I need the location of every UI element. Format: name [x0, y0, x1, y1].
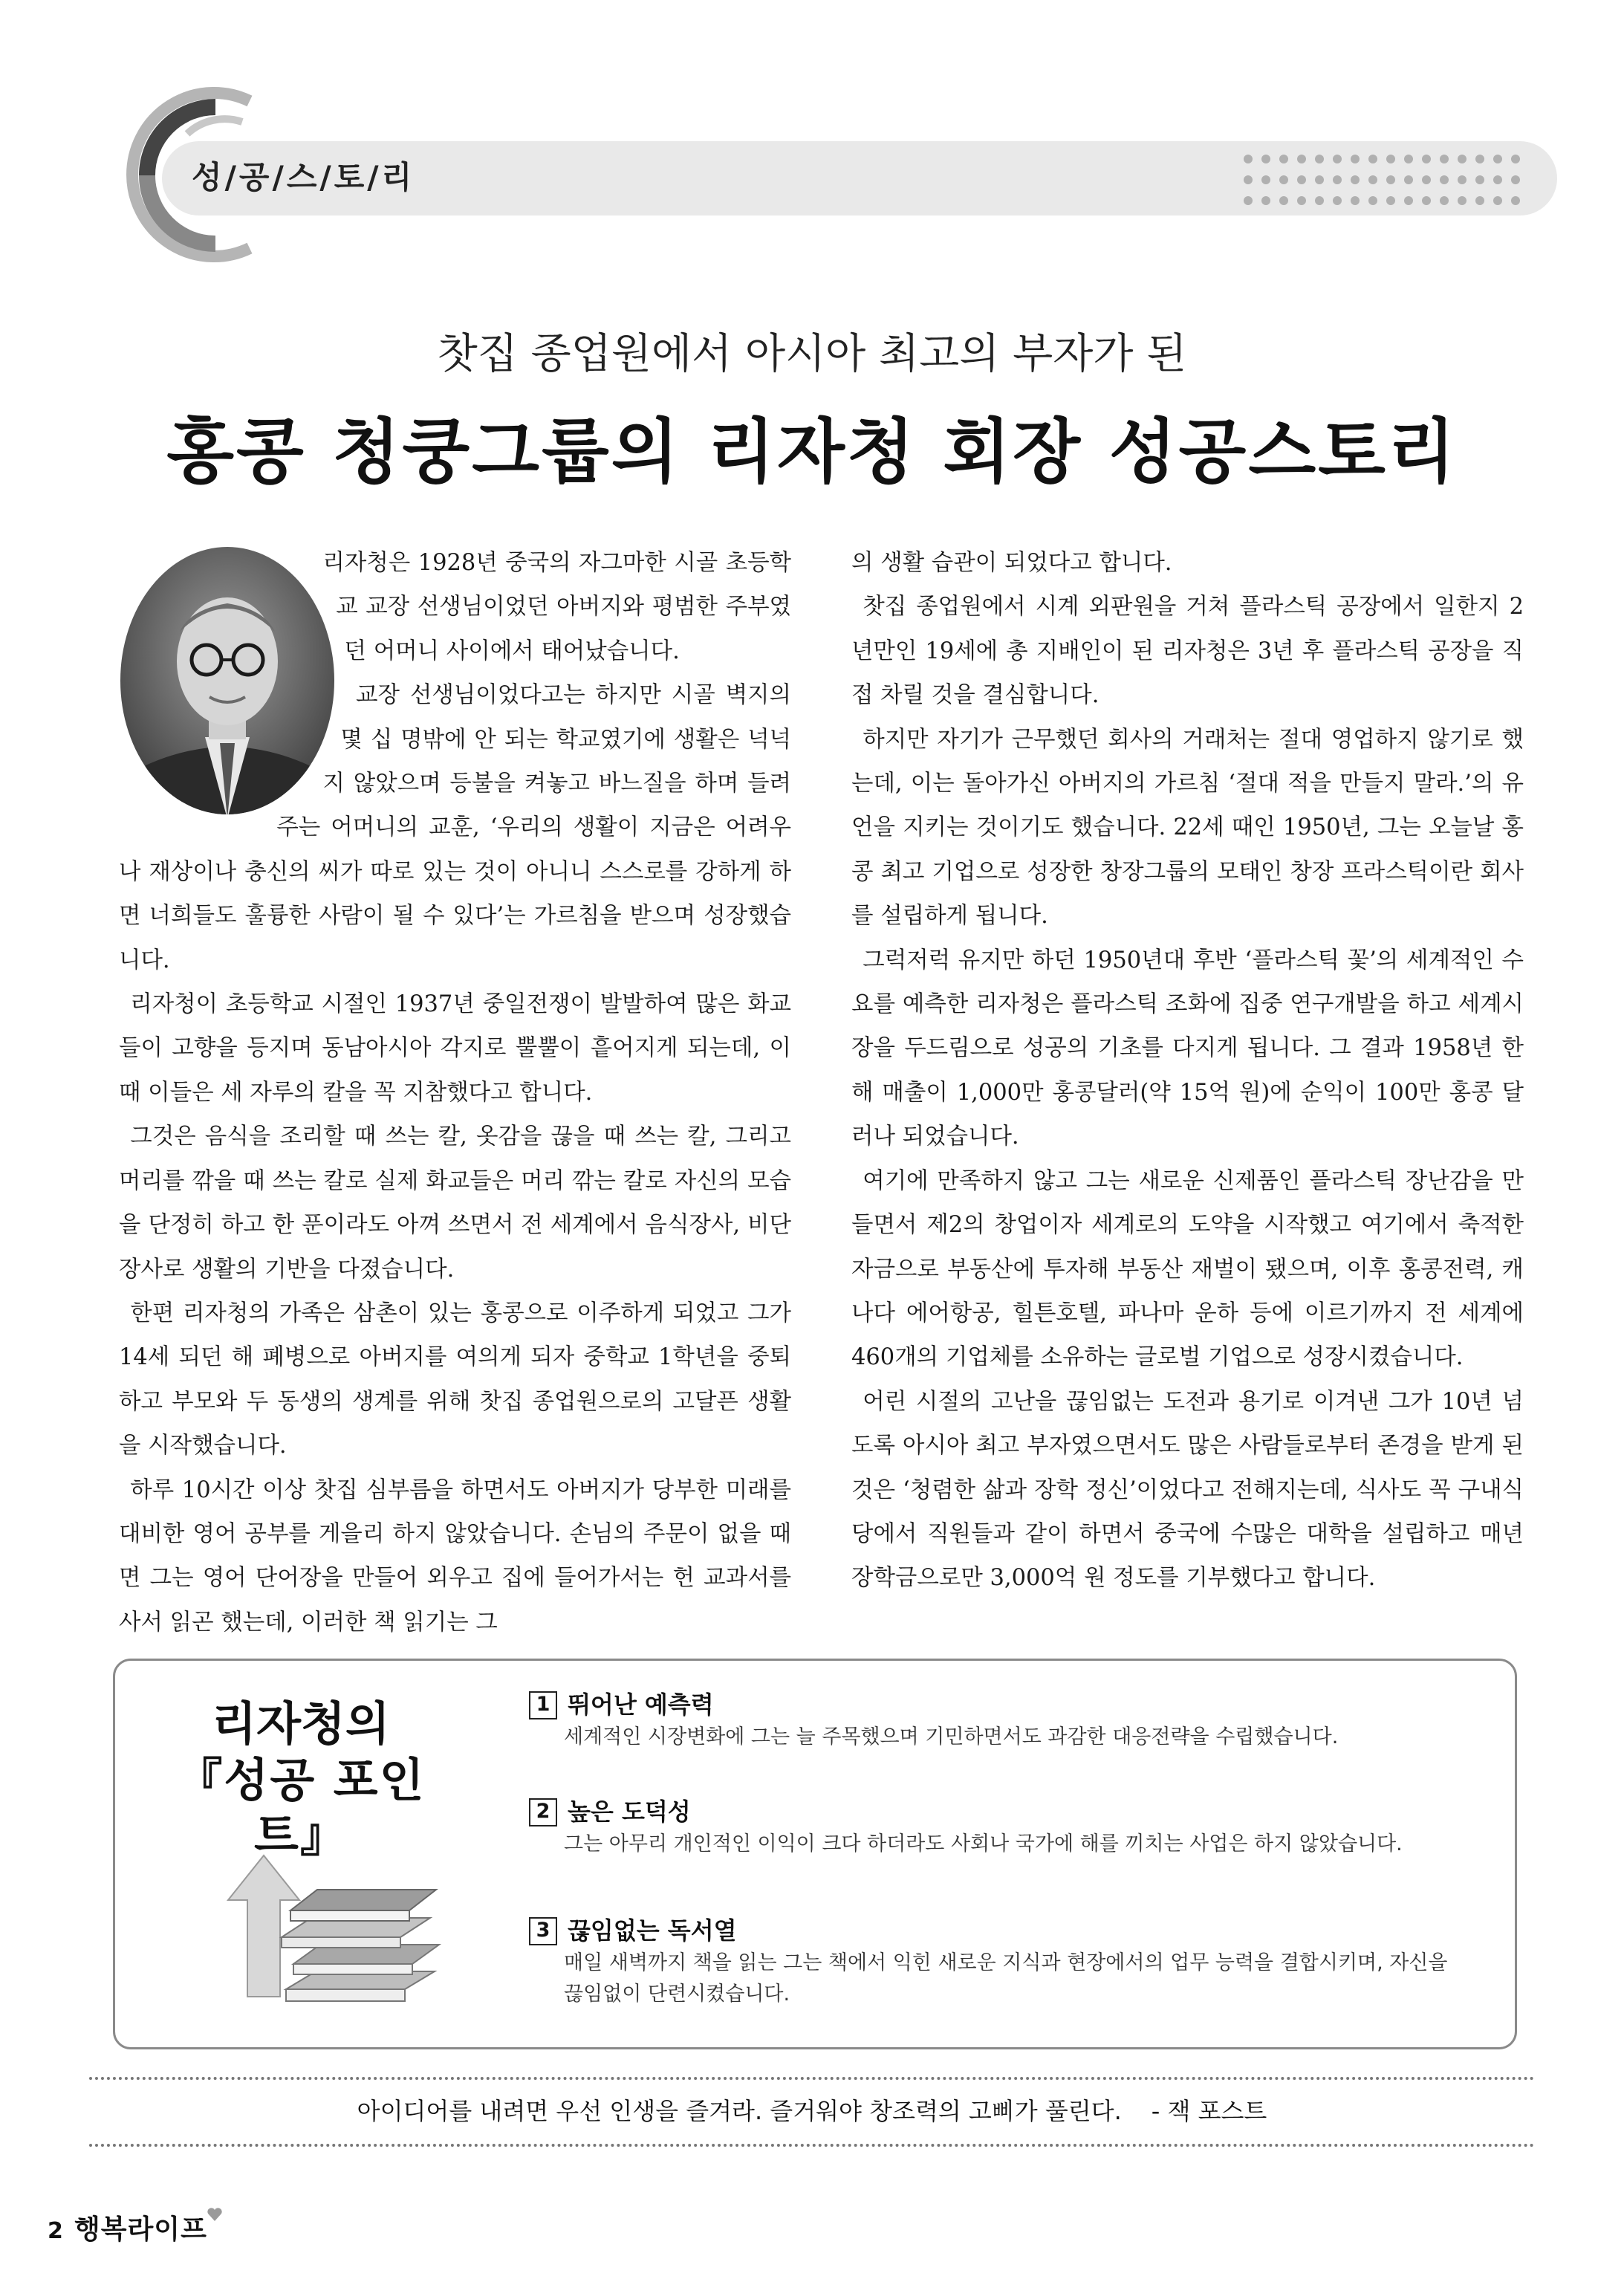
portrait-photo	[116, 542, 339, 819]
box-title-line2: 『성공 포인트』	[176, 1753, 426, 1862]
series-label: 성/공/스/토/리	[192, 159, 415, 195]
point-number: 1	[529, 1691, 557, 1719]
quote-rule-top	[89, 2077, 1535, 2080]
article-subtitle: 찻집 종업원에서 아시아 최고의 부자가 된	[437, 330, 1187, 378]
paragraph: 하지만 자기가 근무했던 회사의 거래처는 절대 영업하지 않기로 했는데, 이는 돌아가신 아버지의 가르침 ‘절대 적을 만들지 말라.’의 유언을 지키는 것이기도 했습니다. 22세 때인 1950년, 그는 오늘날 홍콩 최고 기업으로 성장한 창장그룹의 모태인 창장 프라스틱이란 회사를 설립하게 됩니다.	[851, 726, 1524, 930]
success-point-1	[529, 1688, 1420, 1753]
paragraph: 교장 선생님이었다고는 하지만 시골 벽지의 몇 십 명밖에 안 되는 학교였기에 생활은 넉넉지 않았으며 등불을 켜놓고 바느질을 하며 들려주는 어머니의 교훈, ‘우리의 생활이 지금은 어려우나 재상이나 충신의 씨가 따로 있는 것이 아니니 스스로를 강하게 하면 너희들도 훌륭한 사람이 될 수 있다’는 가르침을 받으며 성장했습니다.	[119, 682, 791, 973]
paragraph: 의 생활 습관이 되었다고 합니다.	[851, 550, 1172, 576]
dots-decoration	[1241, 150, 1523, 210]
article-right-column	[851, 541, 1524, 1601]
paragraph: 리자청은 1928년 중국의 자그마한 시골 초등학교 교장 선생님이었던 아버지와 평범한 주부였던 어머니 사이에서 태어났습니다.	[322, 550, 791, 664]
books-arrow-illustration	[219, 1826, 449, 2004]
point-title: 끊임없는 독서열	[568, 1916, 737, 1945]
footer	[48, 2207, 223, 2246]
header-banner	[104, 82, 1560, 268]
paragraph: 리자청이 초등학교 시절인 1937년 중일전쟁이 발발하여 많은 화교들이 고향을 등지며 동남아시아 각지로 뿔뿔이 흩어지게 되는데, 이때 이들은 세 자루의 칼을 꼭 지참했다고 합니다.	[119, 991, 791, 1106]
point-title: 높은 도덕성	[568, 1798, 691, 1826]
paragraph: 그럭저럭 유지만 하던 1950년대 후반 ‘플라스틱 꽃’의 세계적인 수요를 예측한 리자청은 플라스틱 조화에 집중 연구개발을 하고 세계시장을 두드림으로 성공의 기초를 다지게 됩니다. 그 결과 1958년 한해 매출이 1,000만 홍콩달러(약 15억 원)에 순익이 100만 홍콩 달러나 되었습니다.	[851, 947, 1524, 1150]
heart-icon	[207, 2207, 223, 2222]
paragraph: 어린 시절의 고난을 끊임없는 도전과 용기로 이겨낸 그가 10년 넘도록 아시아 최고 부자였으면서도 많은 사람들로부터 존경을 받게 된 것은 ‘청렴한 삶과 장학 정신’이었다고 전해지는데, 식사도 꼭 구내식당에서 직원들과 같이 하면서 중국에 수많은 대학을 설립하고 매년 장학금으로만 3,000억 원 정도를 기부했다고 합니다.	[851, 1388, 1524, 1592]
point-title: 뛰어난 예측력	[568, 1691, 714, 1719]
success-points-box	[113, 1659, 1517, 2049]
success-point-2	[529, 1795, 1420, 1860]
paragraph: 여기에 만족하지 않고 그는 새로운 신제품인 플라스틱 장난감을 만들면서 제2의 창업이자 세계로의 도약을 시작했고 여기에서 축적한 자금으로 부동산에 투자해 부동산 재벌이 됐으며, 이후 홍콩전력, 캐나다 에어항공, 힐튼호텔, 파나마 운하 등에 이르기까지 전 세계에 460개의 기업체를 소유하는 글로벌 기업으로 성장시켰습니다.	[851, 1167, 1524, 1371]
article-title: 홍콩 청쿵그룹의 리자청 회장 성공스토리	[166, 411, 1458, 493]
paragraph: 한편 리자청의 가족은 삼촌이 있는 홍콩으로 이주하게 되었고 그가 14세 되던 해 폐병으로 아버지를 여의게 되자 중학교 1학년을 중퇴하고 부모와 두 동생의 생계를 위해 찻집 종업원으로의 고달픈 생활을 시작했습니다.	[119, 1300, 791, 1459]
page-number: 2	[48, 2218, 63, 2244]
quote-rule-bottom	[89, 2144, 1535, 2147]
success-point-3	[529, 1913, 1448, 2010]
quote-author: - 잭 포스트	[1151, 2097, 1267, 2125]
point-number: 3	[529, 1917, 557, 1945]
quote	[0, 2093, 1624, 2127]
point-text: 세계적인 시장변화에 그는 늘 주목했으며 기민하면서도 과감한 대응전략을 수립했습니다.	[564, 1725, 1339, 1748]
paragraph: 찻집 종업원에서 시계 외판원을 거쳐 플라스틱 공장에서 일한지 2년만인 19세에 총 지배인이 된 리자청은 3년 후 플라스틱 공장을 직접 차릴 것을 결심합니다.	[851, 594, 1524, 709]
point-text: 매일 새벽까지 책을 읽는 그는 책에서 익힌 새로운 지식과 현장에서의 업무 능력을 결합시키며, 자신을 끊임없이 단련시켰습니다.	[564, 1951, 1448, 2006]
article-left-column	[119, 541, 791, 1644]
paragraph: 그것은 음식을 조리할 때 쓰는 칼, 옷감을 끊을 때 쓰는 칼, 그리고 머리를 깎을 때 쓰는 칼로 실제 화교들은 머리 깎는 칼로 자신의 모습을 단정히 하고 한 푼이라도 아껴 쓰면서 전 세계에서 음식장사, 비단장사로 생활의 기반을 다졌습니다.	[119, 1124, 791, 1283]
paragraph: 하루 10시간 이상 찻집 심부름을 하면서도 아버지가 당부한 미래를 대비한 영어 공부를 게을리 하지 않았습니다. 손님의 주문이 없을 때면 그는 영어 단어장을 만들어 외우고 집에 들어가서는 헌 교과서를 사서 읽곤 했는데, 이러한 책 읽기는 그	[119, 1477, 791, 1636]
point-text: 그는 아무리 개인적인 이익이 크다 하더라도 사회나 국가에 해를 끼치는 사업은 하지 않았습니다.	[564, 1832, 1403, 1855]
magazine-name: 행복라이프	[74, 2214, 207, 2245]
quote-text: 아이디어를 내려면 우선 인생을 즐겨라. 즐거워야 창조력의 고삐가 풀린다.	[357, 2097, 1122, 2125]
point-number: 2	[529, 1798, 557, 1826]
box-title-line1: 리자청의	[212, 1696, 390, 1751]
